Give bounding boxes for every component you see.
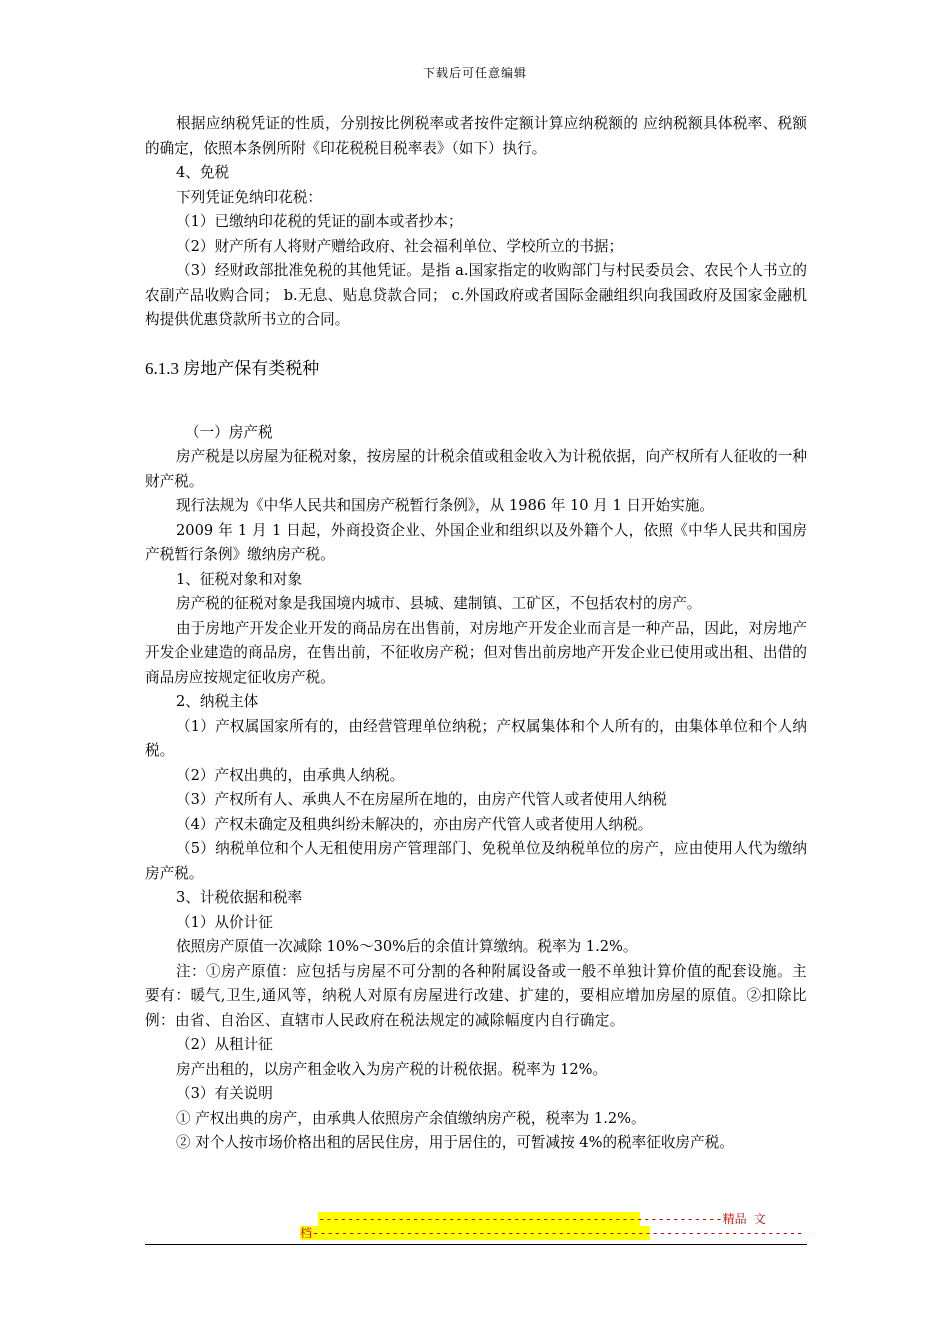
paragraph: 房产出租的，以房产租金收入为房产税的计税依据。税率为 12%。	[176, 1060, 608, 1078]
paragraph: （1）已缴纳印花税的凭证的副本或者抄本；	[176, 213, 463, 230]
paragraph: 4、免税	[176, 164, 230, 181]
paragraph: 由于房地产开发企业开发的商品房在出售前，对房地产开发企业而言是一种产品，因此，对房地产开发企业建造的商品房，在售出前，不征收房产税；但对售出前房地产开发企业已使用或出租、出借的商品房应按规定征收房产税。	[145, 619, 807, 686]
paragraph: 2009 年 1 月 1 日起，外商投资企业、外国企业和组织以及外籍个人，依照《中华人民共和国房产税暂行条例》缴纳房产税。	[145, 521, 807, 563]
document-body	[145, 112, 807, 1156]
note-paragraph: 注：①房产原值：应包括与房屋不可分割的各种附属设备或一般不单独计算价值的配套设施。主要有：暖气,卫生,通风等，纳税人对原有房屋进行改建、扩建的，要相应增加房屋的原值。②扣除比例：由省、自治区、直辖市人民政府在税法规定的减除幅度内自行确定。	[145, 962, 807, 1029]
paragraph: （2）产权出典的，由承典人纳税。	[176, 766, 405, 784]
paragraph: ② 对个人按市场价格出租的居民住房，用于居住的，可暂减按 4%的税率征收房产税。	[176, 1134, 734, 1151]
subsection-title: （一）房产税	[185, 423, 273, 441]
footer-divider	[145, 1244, 807, 1245]
footer-watermark	[300, 1212, 804, 1240]
paragraph: （4）产权未确定及租典纠纷未解决的，亦由房产代管人或者使用人纳税。	[176, 815, 653, 833]
paragraph: （2）从租计征	[176, 1036, 273, 1053]
paragraph: 3、计税依据和税率	[176, 889, 303, 906]
page-header: 下载后可任意编辑	[422, 66, 527, 80]
paragraph: （3）产权所有人、承典人不在房屋所在地的，由房产代管人或者使用人纳税	[176, 791, 667, 808]
footer-line-1: --------------------------------------------------------精品 文	[318, 1212, 766, 1226]
paragraph: （3）有关说明	[176, 1085, 273, 1102]
paragraph: （2）财产所有人将财产赠给政府、社会福利单位、学校所立的书据；	[176, 237, 624, 255]
paragraph: ① 产权出典的房产，由承典人依照房产余值缴纳房产税，税率为 1.2%。	[176, 1109, 646, 1127]
paragraph: 根据应纳税凭证的性质，分别按比例税率或者按件定额计算应纳税额的 应纳税额具体税率、税额的确定，依照本条例所附《印花税税目税率表》（如下）执行。	[145, 115, 807, 157]
paragraph: 2、纳税主体	[176, 693, 259, 710]
paragraph: （1）从价计征	[176, 913, 273, 931]
paragraph: （1）产权属国家所有的，由经营管理单位纳税；产权属集体和个人所有的，由集体单位和个人纳税。	[145, 717, 807, 759]
paragraph: 房产税的征税对象是我国境内城市、县城、建制镇、工矿区，不包括农村的房产。	[176, 595, 702, 612]
paragraph: （5）纳税单位和个人无租使用房产管理部门、免税单位及纳税单位的房产，应由使用人代为缴纳房产税。	[145, 840, 807, 882]
section-heading: 6.1.3 房地产保有类税种	[145, 358, 320, 378]
footer-line-2: 档--------------------------------------------------------------------	[300, 1226, 804, 1240]
paragraph: 下列凭证免纳印花税：	[176, 188, 322, 206]
paragraph: 依照房产原值一次减除 10%～30%后的余值计算缴纳。税率为 1.2%。	[176, 938, 638, 955]
paragraph: 1、征税对象和对象	[176, 570, 303, 588]
paragraph: （3）经财政部批准免税的其他凭证。是指 a.国家指定的收购部门与村民委员会、农民个人书立的农副产品收购合同； b.无息、贴息贷款合同； c.外国政府或者国际金融组织向我国政府及国家金融机构提供优惠贷款所书立的合同。	[145, 262, 807, 328]
paragraph: 房产税是以房屋为征税对象，按房屋的计税余值或租金收入为计税依据，向产权所有人征收的一种财产税。	[145, 448, 807, 490]
paragraph: 现行法规为《中华人民共和国房产税暂行条例》，从 1986 年 10 月 1 日开始实施。	[176, 497, 714, 514]
